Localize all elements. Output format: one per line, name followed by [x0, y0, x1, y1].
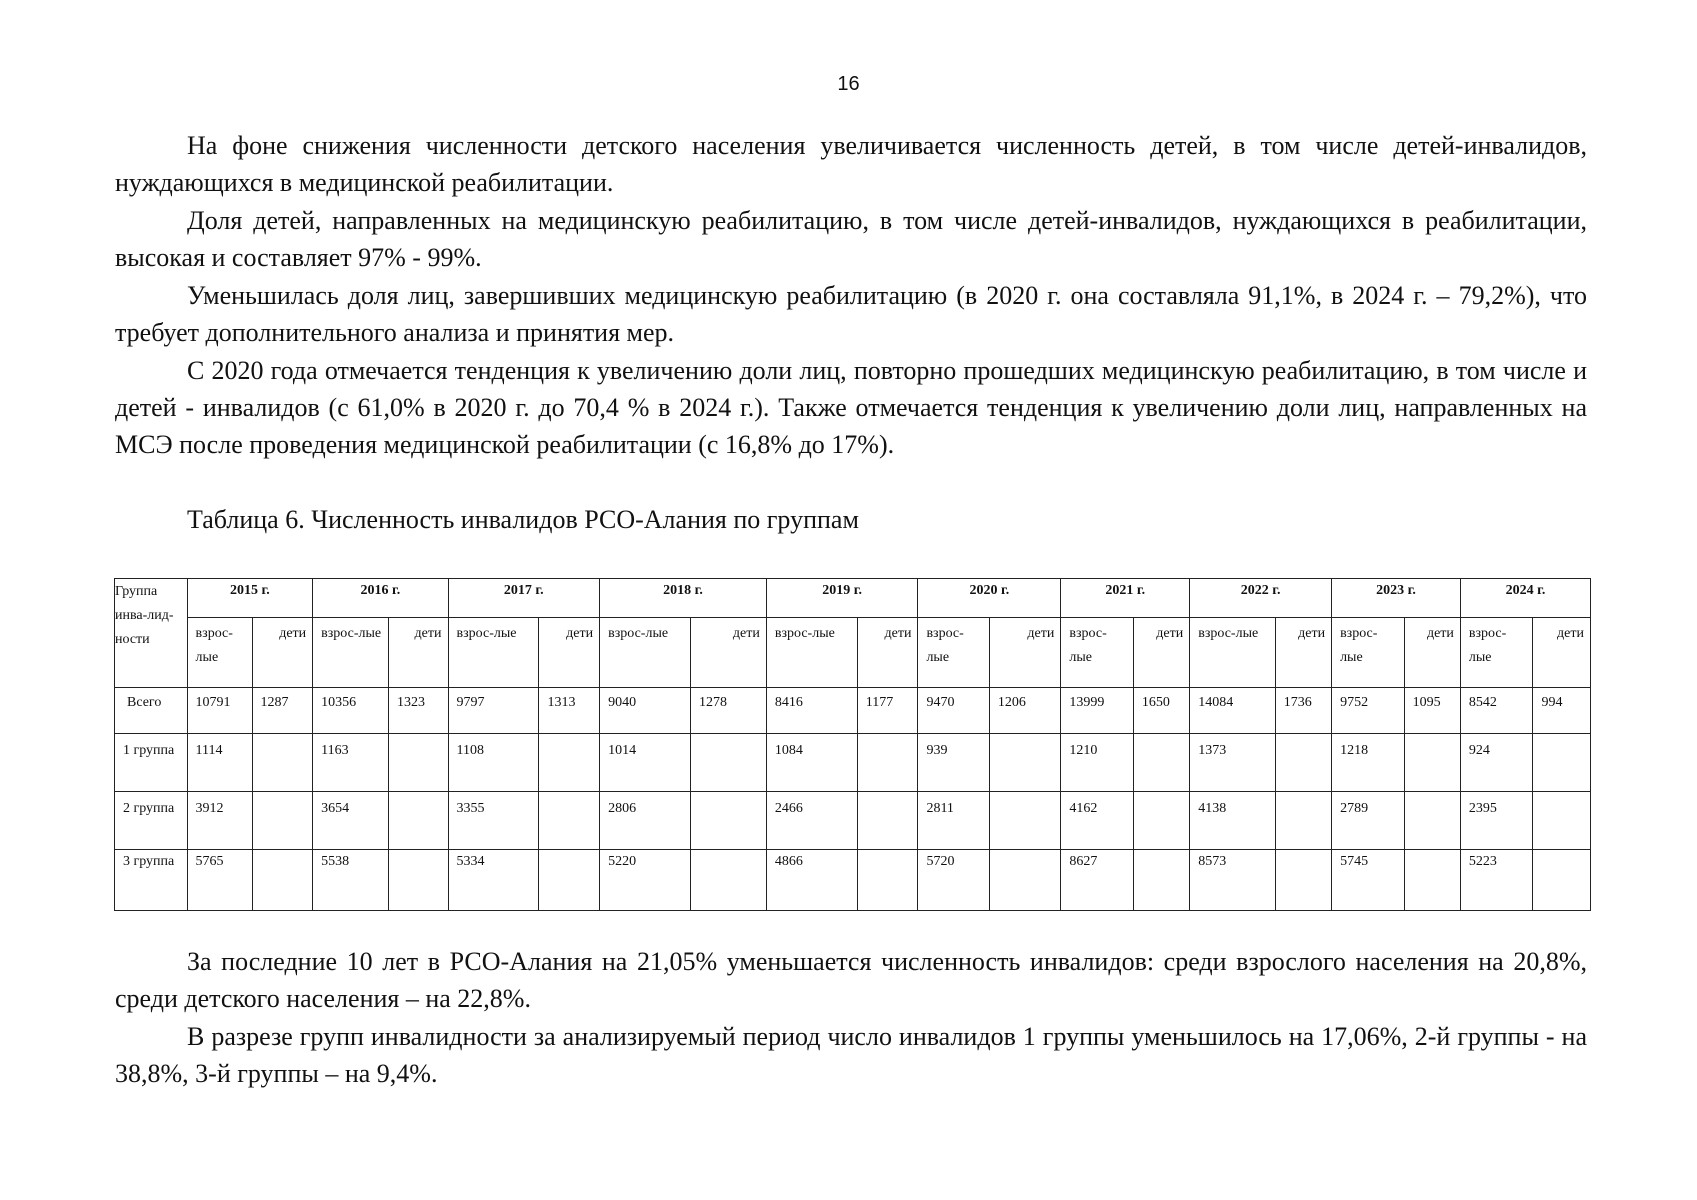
cell-children: [1533, 850, 1591, 911]
cell-adults: 2395: [1460, 792, 1533, 850]
cell-children: [388, 850, 448, 911]
row-label: Всего: [115, 688, 188, 734]
year-header: 2020 г.: [918, 579, 1061, 618]
cell-children: [388, 792, 448, 850]
cell-children: [1533, 734, 1591, 792]
cell-adults: 5223: [1460, 850, 1533, 911]
cell-adults: 2811: [918, 792, 989, 850]
cell-children: [1404, 792, 1460, 850]
paragraph-repeat-rehab: С 2020 года отмечается тенденция к увеличению доли лиц, повторно прошедших медицинскую реабилитацию, в том числе и детей - инвалидов (с 61,0% в 2020 г. до 70,4 % в 2024 г.). Также отмечается тенденция к увеличению доли лиц, направленных на МСЭ после проведения медицинской реабилитации (с 16,8% до 17%).: [115, 356, 1587, 459]
cell-children: [252, 792, 313, 850]
row-label: 3 группа: [115, 850, 188, 911]
cell-children: [539, 850, 600, 911]
cell-adults: 1218: [1332, 734, 1405, 792]
disability-groups-table: [114, 578, 1591, 911]
cell-adults: 4138: [1190, 792, 1276, 850]
cell-children: 1313: [539, 688, 600, 734]
cell-adults: 10356: [313, 688, 389, 734]
cell-adults: 1163: [313, 734, 389, 792]
paragraph-group-breakdown: В разрезе групп инвалидности за анализируемый период число инвалидов 1 группы уменьшилось на 17,06%, 2-й группы - на 38,8%, 3-й группы – на 9,4%.: [115, 1022, 1587, 1088]
cell-adults: 1084: [766, 734, 857, 792]
subheader-adults: взрос-лые: [1061, 618, 1134, 688]
cell-adults: 2806: [600, 792, 691, 850]
cell-adults: 5220: [600, 850, 691, 911]
cell-children: [1275, 792, 1331, 850]
cell-children: 1095: [1404, 688, 1460, 734]
table-row: [115, 792, 1591, 850]
cell-children: [539, 734, 600, 792]
cell-children: 1650: [1133, 688, 1189, 734]
cell-children: 1736: [1275, 688, 1331, 734]
subheader-children: дети: [1533, 618, 1591, 688]
cell-adults: 924: [1460, 734, 1533, 792]
subheader-children: дети: [1275, 618, 1331, 688]
row-label: 2 группа: [115, 792, 188, 850]
cell-children: 1287: [252, 688, 313, 734]
year-header: 2024 г.: [1460, 579, 1590, 618]
subheader-children: дети: [388, 618, 448, 688]
cell-adults: 9752: [1332, 688, 1405, 734]
cell-adults: 5720: [918, 850, 989, 911]
cell-children: [252, 850, 313, 911]
cell-children: 1206: [989, 688, 1060, 734]
cell-children: 1278: [691, 688, 767, 734]
cell-adults: 1210: [1061, 734, 1134, 792]
cell-children: [252, 734, 313, 792]
year-header: 2018 г.: [600, 579, 767, 618]
cell-children: [1133, 734, 1189, 792]
cell-adults: 9040: [600, 688, 691, 734]
cell-children: [691, 734, 767, 792]
cell-adults: 8416: [766, 688, 857, 734]
cell-adults: 3912: [187, 792, 252, 850]
cell-adults: 1014: [600, 734, 691, 792]
cell-adults: 5745: [1332, 850, 1405, 911]
subheader-adults: взрос-лые: [600, 618, 691, 688]
cell-children: [691, 850, 767, 911]
cell-adults: 1108: [448, 734, 539, 792]
cell-adults: 2789: [1332, 792, 1405, 850]
cell-children: [857, 734, 918, 792]
cell-adults: 5538: [313, 850, 389, 911]
paragraph-completed-rehab: Уменьшилась доля лиц, завершивших медицинскую реабилитацию (в 2020 г. она составляла 91,1%, в 2024 г. – 79,2%), что требует дополнительного анализа и принятия мер.: [115, 281, 1587, 347]
cell-children: [857, 850, 918, 911]
cell-adults: 9797: [448, 688, 539, 734]
cell-adults: 1373: [1190, 734, 1276, 792]
cell-adults: 10791: [187, 688, 252, 734]
cell-children: 994: [1533, 688, 1591, 734]
cell-adults: 5765: [187, 850, 252, 911]
table-subheader-row: [115, 618, 1591, 688]
subheader-children: дети: [1133, 618, 1189, 688]
cell-adults: 2466: [766, 792, 857, 850]
paragraph-children-rehab: На фоне снижения численности детского населения увеличивается численность детей, в том числе детей-инвалидов, нуждающихся в медицинской реабилитации.: [115, 131, 1587, 197]
subheader-adults: взрос-лые: [766, 618, 857, 688]
subheader-children: дети: [1404, 618, 1460, 688]
year-header: 2023 г.: [1332, 579, 1461, 618]
cell-adults: 1114: [187, 734, 252, 792]
subheader-adults: взрос-лые: [1332, 618, 1405, 688]
cell-children: [1133, 792, 1189, 850]
subheader-children: дети: [252, 618, 313, 688]
subheader-adults: взрос-лые: [918, 618, 989, 688]
page-number: 16: [837, 73, 860, 95]
subheader-adults: взрос-лые: [187, 618, 252, 688]
subheader-adults: взрос-лые: [448, 618, 539, 688]
cell-adults: 9470: [918, 688, 989, 734]
cell-adults: 5334: [448, 850, 539, 911]
cell-adults: 14084: [1190, 688, 1276, 734]
table-row: [115, 688, 1591, 734]
cell-adults: 8627: [1061, 850, 1134, 911]
cell-adults: 4866: [766, 850, 857, 911]
paragraph-decrease-summary: За последние 10 лет в РСО-Алания на 21,05% уменьшается численность инвалидов: среди взрослого населения на 20,8%, среди детского населения – на 22,8%.: [115, 947, 1587, 1013]
year-header: 2019 г.: [766, 579, 918, 618]
subheader-adults: взрос-лые: [1460, 618, 1533, 688]
year-header: 2016 г.: [313, 579, 448, 618]
cell-children: [857, 792, 918, 850]
table-year-header-row: [115, 579, 1591, 618]
cell-children: [1133, 850, 1189, 911]
cell-children: [539, 792, 600, 850]
table-row: [115, 734, 1591, 792]
cell-adults: 3355: [448, 792, 539, 850]
year-header: 2022 г.: [1190, 579, 1332, 618]
subheader-adults: взрос-лые: [1190, 618, 1276, 688]
disability-table-container: [114, 578, 1591, 911]
cell-children: 1323: [388, 688, 448, 734]
year-header: 2015 г.: [187, 579, 313, 618]
year-header: 2021 г.: [1061, 579, 1190, 618]
cell-children: [989, 792, 1060, 850]
cell-adults: 3654: [313, 792, 389, 850]
cell-adults: 8573: [1190, 850, 1276, 911]
cell-children: [989, 850, 1060, 911]
year-header: 2017 г.: [448, 579, 600, 618]
cell-children: [989, 734, 1060, 792]
cell-children: [1533, 792, 1591, 850]
cell-adults: 4162: [1061, 792, 1134, 850]
cell-children: [1404, 734, 1460, 792]
paragraph-rehab-share: Доля детей, направленных на медицинскую реабилитацию, в том числе детей-инвалидов, нуждающихся в реабилитации, высокая и составляет 97% - 99%.: [115, 206, 1587, 272]
cell-children: [691, 792, 767, 850]
table-caption: Таблица 6. Численность инвалидов РСО-Алания по группам: [187, 505, 859, 534]
cell-children: [1275, 850, 1331, 911]
cell-children: [388, 734, 448, 792]
cell-children: 1177: [857, 688, 918, 734]
subheader-adults: взрос-лые: [313, 618, 389, 688]
cell-children: [1275, 734, 1331, 792]
subheader-children: дети: [857, 618, 918, 688]
table-row: [115, 850, 1591, 911]
group-column-header: Группа инва-лид-ности: [115, 579, 188, 688]
cell-adults: 939: [918, 734, 989, 792]
cell-adults: 13999: [1061, 688, 1134, 734]
cell-children: [1404, 850, 1460, 911]
subheader-children: дети: [539, 618, 600, 688]
cell-adults: 8542: [1460, 688, 1533, 734]
subheader-children: дети: [691, 618, 767, 688]
row-label: 1 группа: [115, 734, 188, 792]
subheader-children: дети: [989, 618, 1060, 688]
